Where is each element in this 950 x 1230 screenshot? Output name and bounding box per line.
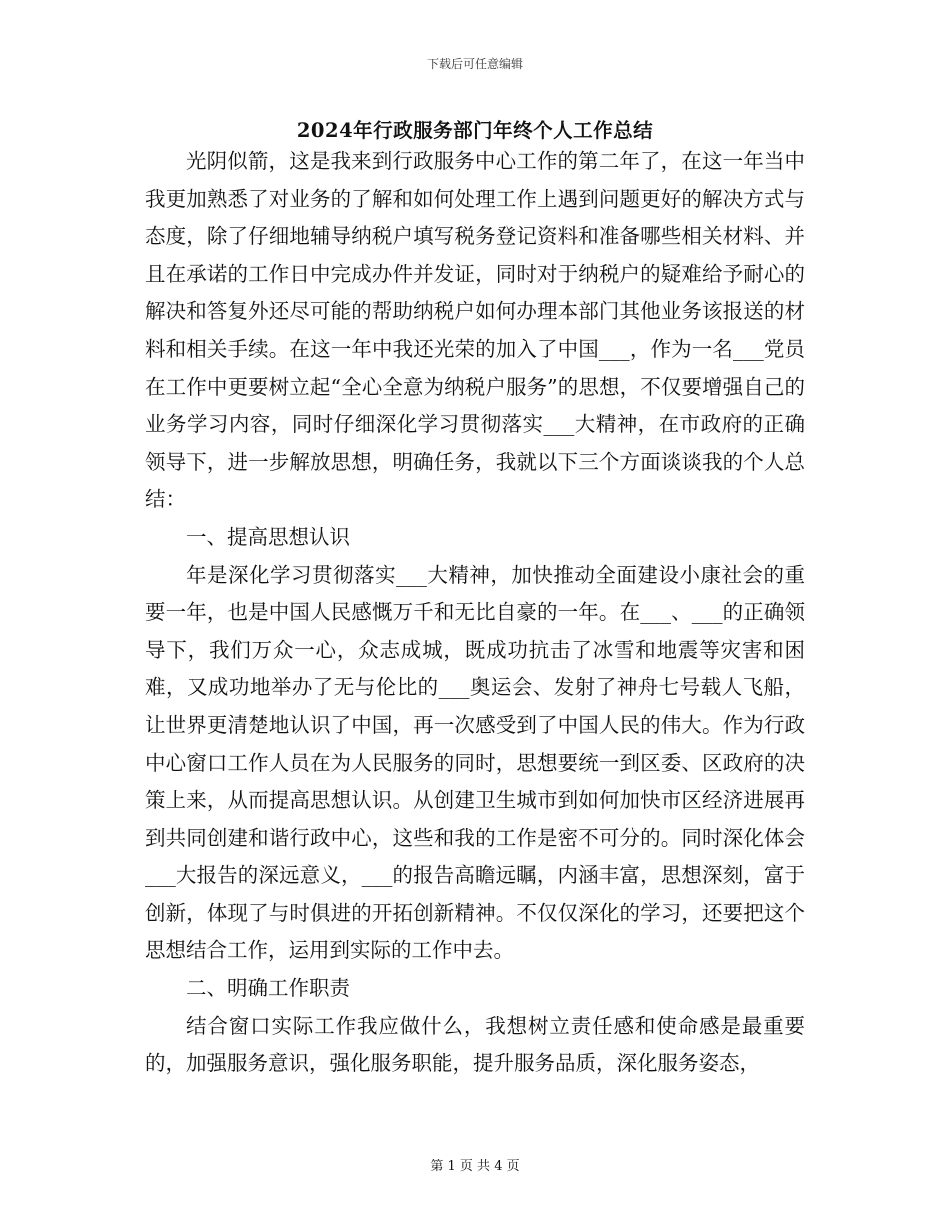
paragraph-section-2: 结合窗口实际工作我应做什么，我想树立责任感和使命感是最重要的，加强服务意识，强化服务职能，提升服务品质，深化服务姿态， [145, 1013, 805, 1076]
section-heading-2: 二、明确工作职责 [186, 976, 350, 1001]
section-heading-1: 一、提高思想认识 [186, 524, 350, 549]
header-note: 下载后可任意编辑 [426, 57, 523, 71]
document-body [145, 143, 805, 1083]
paragraph-section-1: 年是深化学习贯彻落实___大精神，加快推动全面建设小康社会的重要一年，也是中国人民感慨万千和无比自豪的一年。在___、___的正确领导下，我们万众一心，众志成城，既成功抗击了冰雪和地震等灾害和困难，又成功地举办了无与伦比的___奥运会、发射了神舟七号载人飞船，让世界更清楚地认识了中国，再一次感受到了中国人民的伟大。作为行政中心窗口工作人员在为人民服务的同时，思想要统一到区委、区政府的决策上来，从而提高思想认识。从创建卫生城市到如何加快市区经济进展再到共同创建和谐行政中心，这些和我的工作是密不可分的。同时深化体会___大报告的深远意义，___的报告高瞻远瞩，内涵丰富，思想深刻，富于创新，体现了与时俱进的开拓创新精神。不仅仅深化的学习，还要把这个思想结合工作，运用到实际的工作中去。 [145, 562, 805, 963]
page-number: 第 1 页 共 4 页 [430, 1159, 520, 1174]
paragraph-intro: 光阴似箭，这是我来到行政服务中心工作的第二年了，在这一年当中我更加熟悉了对业务的了解和如何处理工作上遇到问题更好的解决方式与态度，除了仔细地辅导纳税户填写税务登记资料和准备哪些相关材料、并且在承诺的工作日中完成办件并发证，同时对于纳税户的疑难给予耐心的解决和答复外还尽可能的帮助纳税户如何办理本部门其他业务该报送的材料和相关手续。在这一年中我还光荣的加入了中国___，作为一名___党员在工作中更要树立起“全心全意为纳税户服务”的思想，不仅要增强自己的业务学习内容，同时仔细深化学习贯彻落实___大精神，在市政府的正确领导下，进一步解放思想，明确任务，我就以下三个方面谈谈我的个人总结： [145, 149, 805, 512]
document-title: 2024年行政服务部门年终个人工作总结 [296, 119, 654, 142]
